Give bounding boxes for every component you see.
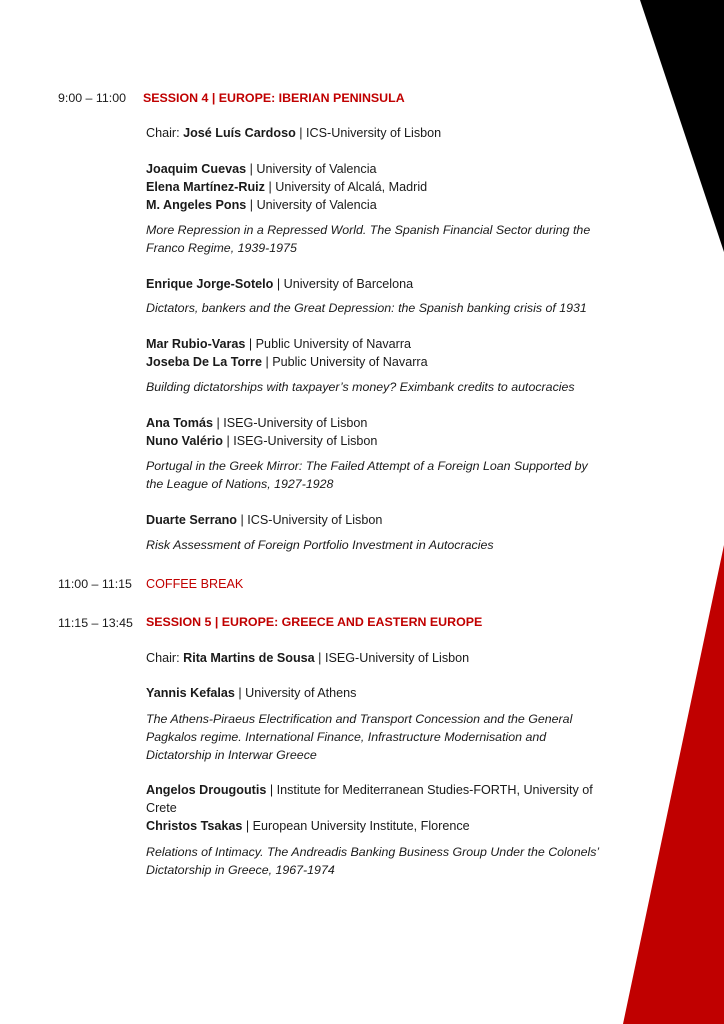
author-name: Mar Rubio-Varas — [146, 337, 246, 351]
author-affiliation: | Public University of Navarra — [261, 355, 428, 369]
session-4-time: 9:00 – 11:00 — [58, 91, 126, 105]
paper-title: Dictatorship in Interwar Greece — [146, 748, 317, 762]
author-name: Duarte Serrano — [146, 513, 237, 527]
session-5-title: SESSION 5 | EUROPE: GREECE AND EASTERN EUROPE — [146, 615, 483, 629]
author-name: Christos Tsakas — [146, 819, 243, 833]
author-affiliation: | ISEG-University of Lisbon — [222, 434, 378, 448]
author-line — [146, 179, 427, 195]
author-line — [146, 197, 377, 213]
chair-name: José Luís Cardoso — [183, 126, 296, 140]
session-5-time: 11:15 – 13:45 — [58, 616, 133, 630]
paper-title: Dictatorship in Greece, 1967-1974 — [146, 863, 335, 877]
paper-title: Building dictatorships with taxpayer’s money? Eximbank credits to autocracies — [146, 380, 575, 394]
author-name: Angelos Drougoutis — [146, 783, 267, 797]
author-affiliation: | University of Valencia — [246, 198, 377, 212]
author-affiliation: | Public University of Navarra — [245, 337, 412, 351]
coffee-break-time: 11:00 – 11:15 — [58, 577, 132, 591]
author-name: Enrique Jorge-Sotelo — [146, 277, 274, 291]
author-line — [146, 336, 411, 352]
author-affiliation: | ICS-University of Lisbon — [237, 513, 383, 527]
author-name: Yannis Kefalas — [146, 686, 235, 700]
session-5-chair — [146, 650, 469, 666]
author-affiliation: | University of Valencia — [246, 162, 377, 176]
paper-title: More Repression in a Repressed World. The Spanish Financial Sector during the — [146, 223, 591, 237]
author-line — [146, 354, 428, 370]
session-4-title: SESSION 4 | EUROPE: IBERIAN PENINSULA — [143, 91, 405, 105]
author-name: Joaquim Cuevas — [146, 162, 247, 176]
author-line — [146, 685, 356, 701]
red-triangle-shape — [623, 545, 724, 1024]
author-name: Nuno Valério — [146, 434, 223, 448]
author-name: Ana Tomás — [146, 416, 213, 430]
author-line — [146, 415, 367, 431]
paper-title: Risk Assessment of Foreign Portfolio Investment in Autocracies — [146, 538, 494, 552]
chair-label: Chair: — [146, 126, 180, 140]
chair-name: Rita Martins de Sousa — [183, 651, 315, 665]
author-name: Elena Martínez-Ruiz — [146, 180, 265, 194]
author-affiliation-continued: Crete — [146, 801, 177, 815]
session-4-chair — [146, 125, 441, 141]
author-affiliation: | European University Institute, Florence — [242, 819, 470, 833]
paper-title: The Athens-Piraeus Electrification and Transport Concession and the General — [146, 712, 573, 726]
paper-title: Franco Regime, 1939-1975 — [146, 241, 297, 255]
author-line — [146, 161, 377, 177]
chair-affiliation: | ICS-University of Lisbon — [295, 126, 442, 140]
author-name: Joseba De La Torre — [146, 355, 262, 369]
author-line — [146, 782, 593, 798]
chair-label: Chair: — [146, 651, 180, 665]
author-name: M. Angeles Pons — [146, 198, 247, 212]
author-line — [146, 433, 377, 449]
author-line — [146, 512, 382, 528]
paper-title: Dictators, bankers and the Great Depression: the Spanish banking crisis of 1931 — [146, 301, 587, 315]
author-affiliation: | University of Barcelona — [273, 277, 414, 291]
paper-title: the League of Nations, 1927-1928 — [146, 477, 334, 491]
author-line — [146, 818, 470, 834]
author-affiliation: | University of Athens — [234, 686, 357, 700]
author-line — [146, 276, 413, 292]
coffee-break-title: COFFEE BREAK — [146, 577, 244, 591]
paper-title: Relations of Intimacy. The Andreadis Banking Business Group Under the Colonels’ — [146, 845, 600, 859]
author-affiliation: | Institute for Mediterranean Studies-FORTH, University of — [266, 783, 593, 797]
black-triangle-shape — [640, 0, 724, 252]
author-affiliation: | ISEG-University of Lisbon — [212, 416, 368, 430]
chair-affiliation: | ISEG-University of Lisbon — [314, 651, 470, 665]
paper-title: Portugal in the Greek Mirror: The Failed Attempt of a Foreign Loan Supported by — [146, 459, 588, 473]
author-affiliation: | University of Alcalá, Madrid — [264, 180, 428, 194]
paper-title: Pagkalos regime. International Finance, Infrastructure Modernisation and — [146, 730, 547, 744]
